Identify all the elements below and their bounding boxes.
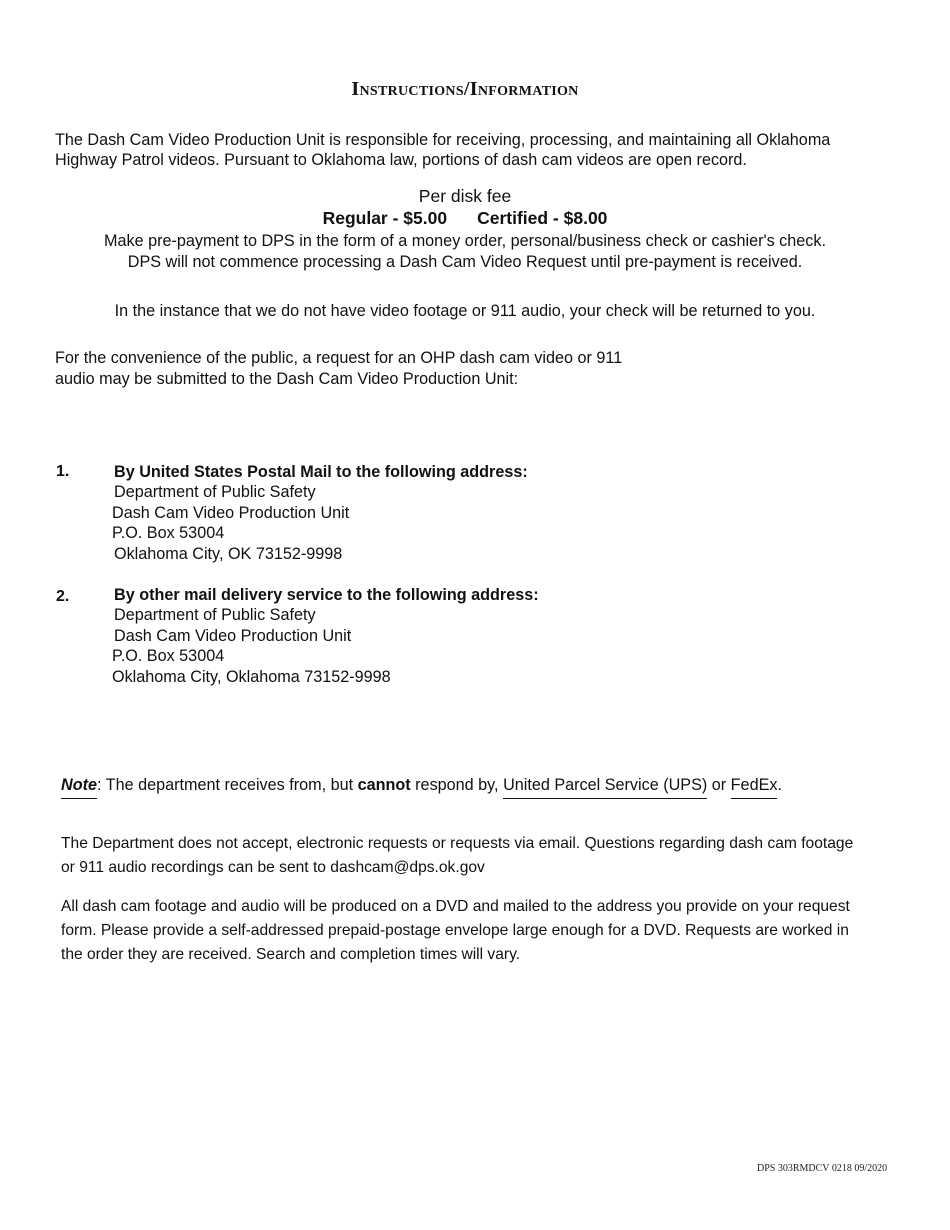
method-2-heading: By other mail delivery service to the following address: — [114, 586, 539, 604]
payment-line-1: Make pre-payment to DPS in the form of a money order, personal/business check or cashier's check. — [104, 232, 826, 250]
method-2-number: 2. — [56, 588, 70, 605]
note-label: Note — [61, 776, 97, 799]
fee-heading: Per disk fee — [418, 186, 512, 206]
note-emphasis: cannot — [357, 776, 411, 794]
carrier-fedex: FedEx — [731, 776, 778, 799]
method-1-address-line: Oklahoma City, OK 73152-9998 — [114, 545, 343, 563]
convenience-line-2: audio may be submitted to the Dash Cam Video Production Unit: — [55, 370, 519, 388]
method-1-number: 1. — [56, 463, 70, 480]
convenience-line-1: For the convenience of the public, a request for an OHP dash cam video or 911 — [55, 349, 623, 367]
note-text: respond by, — [410, 776, 504, 794]
method-2-address-line: Oklahoma City, Oklahoma 73152-9998 — [112, 668, 391, 686]
method-1-address-line: P.O. Box 53004 — [112, 524, 225, 542]
method-1-heading: By United States Postal Mail to the following address: — [114, 463, 528, 481]
intro-line-1: The Dash Cam Video Production Unit is responsible for receiving, processing, and maintaining all Oklahoma — [55, 131, 831, 149]
form-id: DPS 303RMDCV 0218 09/2020 — [757, 1163, 888, 1174]
page-title: Instructions/Information — [351, 78, 579, 100]
note-text: . — [777, 776, 782, 794]
method-1-address-line: Department of Public Safety — [114, 483, 316, 501]
no-footage-note: In the instance that we do not have video footage or 911 audio, your check will be returned to you. — [114, 302, 816, 320]
payment-line-2: DPS will not commence processing a Dash Cam Video Request until pre-payment is received. — [127, 253, 803, 271]
fee-certified: Certified - $8.00 — [477, 208, 608, 228]
fee-amounts — [0, 208, 930, 229]
note-text: or — [707, 776, 731, 794]
fee-regular: Regular - $5.00 — [322, 208, 448, 228]
note-text: : The department receives from, but — [96, 776, 358, 794]
method-2-address-line: P.O. Box 53004 — [112, 647, 225, 665]
electronic-requests-paragraph: The Department does not accept, electronic requests or requests via email. Questions regarding dash cam footage or 911 audio recordings can be sent to dashcam@dps.ok.gov — [61, 835, 854, 876]
intro-line-2: Highway Patrol videos. Pursuant to Oklahoma law, portions of dash cam videos are open record. — [55, 151, 747, 169]
method-1-address-line: Dash Cam Video Production Unit — [112, 504, 350, 522]
method-2-address-line: Department of Public Safety — [114, 606, 316, 624]
dvd-paragraph: All dash cam footage and audio will be produced on a DVD and mailed to the address you provide on your request form. Please provide a self-addressed prepaid-postage envelope large enough for a DVD. Requests are worked in the order they are received. Search and completion times will vary. — [61, 898, 850, 963]
carrier-ups: United Parcel Service (UPS) — [503, 776, 707, 799]
carrier-note — [61, 775, 782, 796]
method-2-address-line: Dash Cam Video Production Unit — [114, 627, 352, 645]
